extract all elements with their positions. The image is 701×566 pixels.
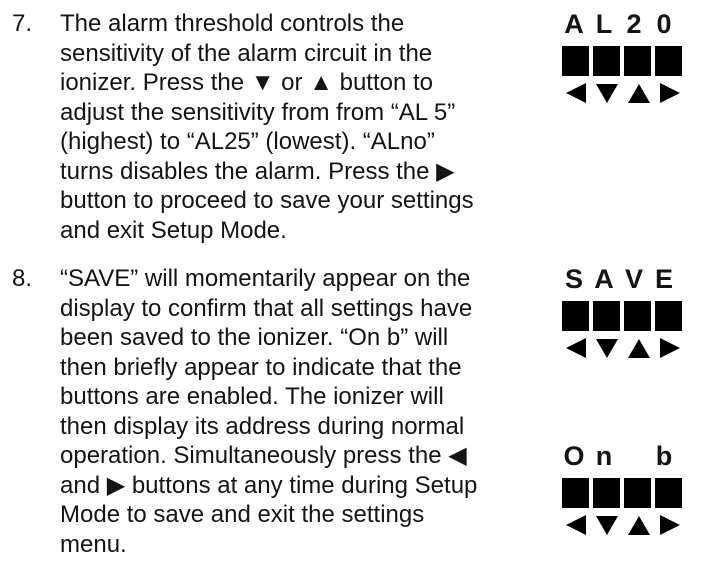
- up-arrow-icon: [628, 84, 650, 103]
- display-char: S: [564, 264, 583, 294]
- arrow-row: [562, 514, 684, 536]
- down-arrow-icon: [596, 84, 618, 103]
- up-arrow-icon: [628, 339, 650, 358]
- text-line: buttons are enabled. The ionizer will: [60, 383, 444, 410]
- text-line: menu.: [60, 530, 127, 558]
- button-block: [655, 301, 682, 331]
- step-text: [60, 9, 474, 245]
- display-char: n: [595, 441, 613, 471]
- text-line: been saved to the ionizer. “On b” will: [60, 324, 449, 351]
- display-char: E: [654, 264, 673, 294]
- display-char: b: [655, 441, 673, 471]
- button-block: [562, 478, 589, 508]
- button-block-row: [562, 301, 682, 331]
- text-line: display to confirm that all settings have: [60, 294, 473, 322]
- button-block: [624, 46, 651, 76]
- text-line: sensitivity of the alarm circuit in the: [60, 39, 433, 67]
- button-block: [562, 301, 589, 331]
- display-char: 2: [626, 9, 642, 39]
- display-char: V: [624, 264, 643, 294]
- button-block-row: [562, 46, 682, 76]
- button-block-row: [562, 478, 682, 508]
- display-panel-save: [558, 263, 688, 295]
- left-arrow-icon: [566, 515, 586, 535]
- text-line: adjust the sensitivity from from “AL 5”: [60, 98, 456, 126]
- display-panel-on-b: [558, 440, 688, 472]
- arrow-row: [562, 337, 684, 359]
- down-arrow-icon: [596, 516, 618, 535]
- display-readout: [558, 263, 688, 295]
- display-char: L: [595, 9, 613, 39]
- button-block: [655, 46, 682, 76]
- display-char: A: [564, 9, 584, 39]
- step-number: 7.: [12, 10, 33, 37]
- text-line: The alarm threshold controls the: [60, 10, 405, 37]
- text-line: operation. Simultaneously press the ◀: [60, 442, 467, 469]
- text-line: then display its address during normal: [60, 412, 465, 440]
- right-arrow-icon: [660, 83, 680, 103]
- text-line: (highest) to “AL25” (lowest). “ALno”: [60, 128, 435, 155]
- up-arrow-icon: [628, 516, 650, 535]
- display-readout: [558, 8, 688, 40]
- right-arrow-icon: [660, 338, 680, 358]
- text-line: then briefly appear to indicate that the: [60, 353, 462, 381]
- down-arrow-icon: [596, 339, 618, 358]
- display-char: O: [563, 441, 585, 471]
- button-block: [593, 46, 620, 76]
- button-block: [655, 478, 682, 508]
- text-line: and ▶ buttons at any time during Setup: [60, 471, 478, 499]
- button-block: [624, 478, 651, 508]
- text-line: button to proceed to save your settings: [60, 187, 474, 214]
- right-arrow-icon: [660, 515, 680, 535]
- display-char: A: [594, 264, 614, 294]
- left-arrow-icon: [566, 83, 586, 103]
- left-arrow-icon: [566, 338, 586, 358]
- text-line: ionizer. Press the ▼ or ▲ button to: [60, 69, 434, 96]
- button-block: [593, 478, 620, 508]
- step-number: 8.: [12, 265, 33, 292]
- display-char: 0: [656, 9, 672, 39]
- button-block: [593, 301, 620, 331]
- display-panel-alarm: [558, 8, 688, 40]
- button-block: [624, 301, 651, 331]
- display-readout: [558, 440, 688, 472]
- arrow-row: [562, 82, 684, 104]
- step-text: [60, 264, 477, 559]
- button-block: [562, 46, 589, 76]
- text-line: turns disables the alarm. Press the ▶: [60, 157, 455, 185]
- text-line: Mode to save and exit the settings: [60, 501, 425, 528]
- text-line: and exit Setup Mode.: [60, 216, 287, 244]
- text-line: “SAVE” will momentarily appear on the: [60, 265, 471, 292]
